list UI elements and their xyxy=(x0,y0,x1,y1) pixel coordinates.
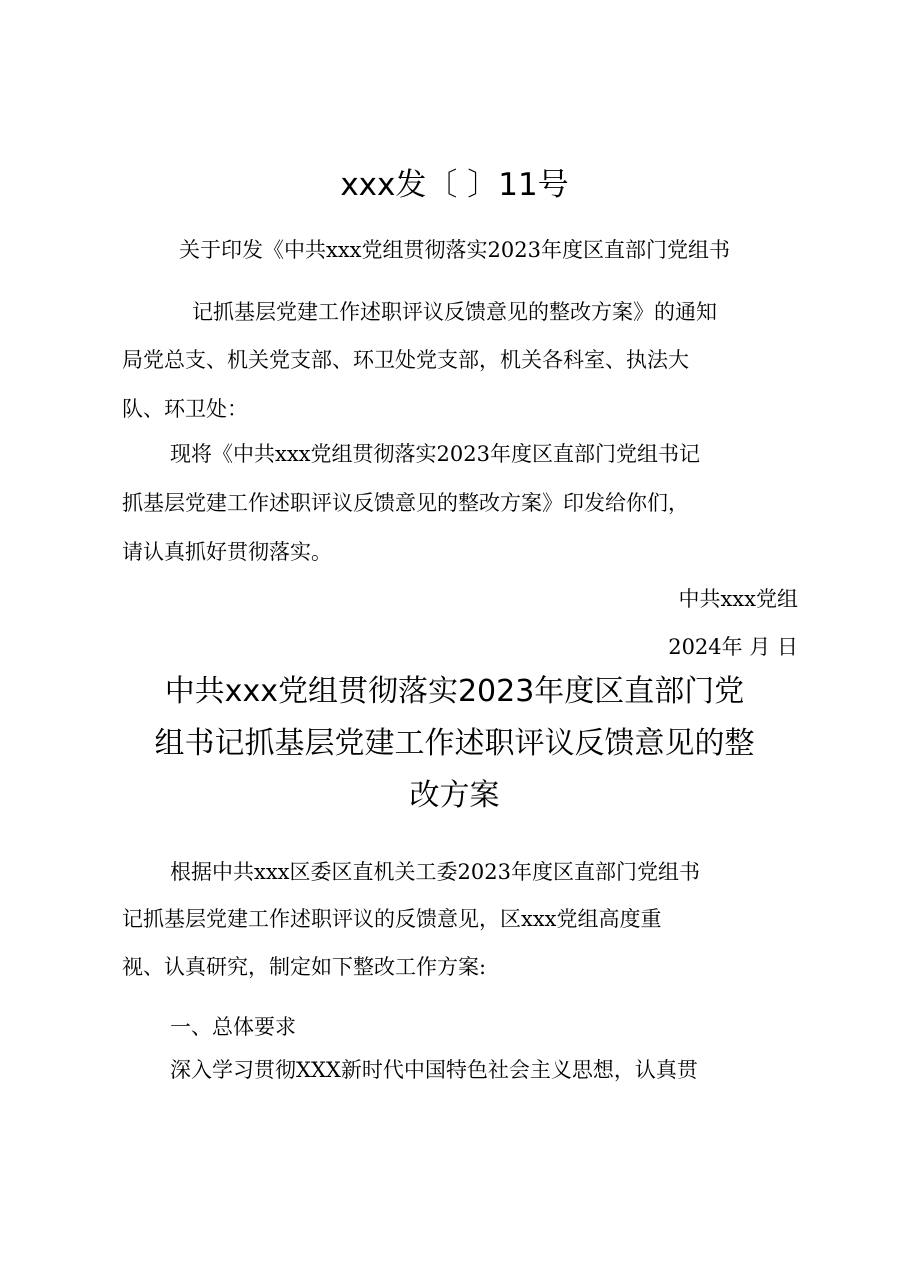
plan-intro-line-3: 视、认真研究，制定如下整改工作方案: xyxy=(122,955,487,979)
signature: 中共xxx党组 xyxy=(678,587,798,611)
plan-intro-line-1: 根据中共xxx区委区直机关工委2023年度区直部门党组书 xyxy=(170,860,700,884)
plan-intro-line-2: 记抓基层党建工作述职评议的反馈意见，区xxx党组高度重 xyxy=(122,907,662,931)
plan-title-line-1: 中共xxx党组贯彻落实2023年度区直部门党 xyxy=(164,674,745,709)
notice-body-line-1: 现将《中共xxx党组贯彻落实2023年度区直部门党组书记 xyxy=(170,442,700,466)
section-1-line-1: 深入学习贯彻XXX新时代中国特色社会主义思想，认真贯 xyxy=(170,1058,698,1082)
notice-body-line-3: 请认真抓好贯彻落实。 xyxy=(122,540,332,564)
notice-title-line-1: 关于印发《中共xxx党组贯彻落实2023年度区直部门党组书 xyxy=(179,238,730,262)
recipients-line-1: 局党总支、机关党支部、环卫处党支部，机关各科室、执法大 xyxy=(122,348,689,372)
notice-body-line-2: 抓基层党建工作述职评议反馈意见的整改方案》印发给你们， xyxy=(122,491,689,515)
notice-title-line-2: 记抓基层党建工作述职评议反馈意见的整改方案》的通知 xyxy=(192,300,717,324)
recipients-line-2: 队、环卫处： xyxy=(122,397,248,421)
section-heading-1: 一、总体要求 xyxy=(170,1015,296,1039)
plan-title-line-2: 组书记抓基层党建工作述职评议反馈意见的整 xyxy=(154,726,755,761)
date: 2024年 月 日 xyxy=(668,635,798,659)
document-number: xxx发〔 〕11号 xyxy=(340,167,569,203)
plan-title-line-3: 改方案 xyxy=(409,778,500,813)
